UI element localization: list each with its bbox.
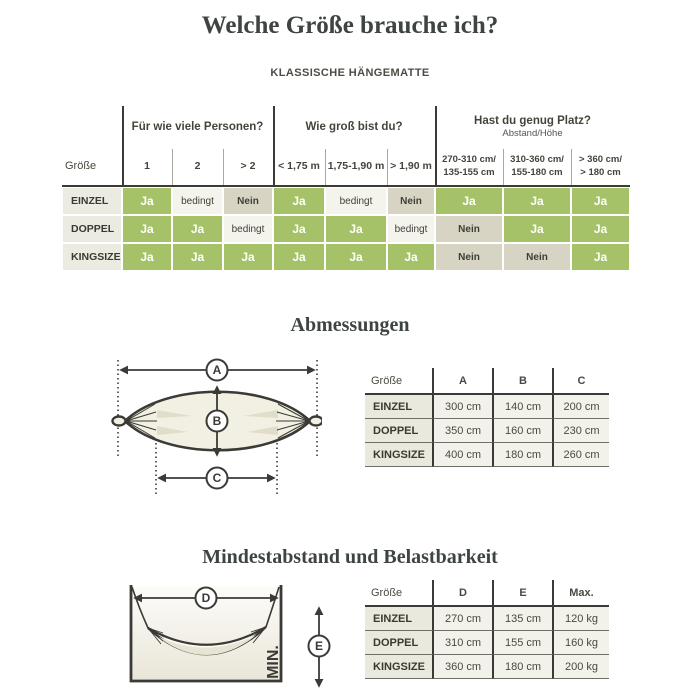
- col-header-2persons: 2: [194, 159, 201, 172]
- matrix-cell: Nein: [503, 243, 571, 271]
- dims-value: 230 cm: [552, 419, 609, 443]
- space-small-line2: 135-155 cm: [443, 166, 495, 178]
- clear-value: 360 cm: [432, 655, 492, 679]
- col-header-over190: > 1,90 m: [390, 159, 432, 172]
- clear-value: 120 kg: [552, 607, 609, 631]
- matrix-cell: Nein: [387, 187, 435, 215]
- matrix-cell: Nein: [435, 243, 503, 271]
- clear-value: 160 kg: [552, 631, 609, 655]
- clear-value: 135 cm: [492, 607, 552, 631]
- dims-value: 160 cm: [492, 419, 552, 443]
- dims-header-c: C: [552, 368, 609, 395]
- matrix-cell: bedingt: [387, 215, 435, 243]
- space-medium-line1: 310-360 cm/: [510, 154, 564, 166]
- matrix-body: [62, 187, 630, 271]
- clear-value: 270 cm: [432, 607, 492, 631]
- hammock-top-view-diagram: [106, 356, 322, 504]
- page-subtitle: KLASSISCHE HÄNGEMATTE: [270, 67, 430, 79]
- hanging-ring-right: [310, 417, 323, 426]
- row-label-doppel: DOPPEL: [62, 215, 122, 243]
- size-decision-table: [62, 106, 630, 274]
- dimensions-section-title: Abmessungen: [290, 314, 410, 336]
- dims-value: 140 cm: [492, 395, 552, 419]
- page-title: Welche Größe brauche ich?: [201, 12, 499, 39]
- dims-header-a: A: [432, 368, 492, 395]
- space-large-line1: > 360 cm/: [578, 154, 623, 166]
- dims-header-b: B: [492, 368, 552, 395]
- col-header-space-small: [435, 148, 503, 185]
- dimensions-table: [365, 368, 609, 467]
- matrix-cell: Ja: [503, 187, 571, 215]
- column-divider: [387, 149, 388, 185]
- matrix-cell: bedingt: [223, 215, 273, 243]
- matrix-cell: Ja: [122, 243, 172, 271]
- col-header-more-persons: > 2: [240, 159, 256, 172]
- dims-value: 400 cm: [432, 443, 492, 467]
- label-e: E: [314, 639, 324, 653]
- column-divider: [571, 149, 572, 185]
- group-subtitle-space: Abstand/Höhe: [502, 128, 563, 139]
- dims-header-groesse: Größe: [365, 368, 432, 395]
- clear-header-e: E: [492, 580, 552, 607]
- group-divider: [122, 106, 124, 185]
- matrix-cell: Ja: [172, 243, 223, 271]
- group-title-space-label: Hast du genug Platz?: [474, 115, 591, 127]
- clear-row-label: DOPPEL: [365, 631, 432, 655]
- label-a: A: [212, 363, 222, 377]
- group-title-space: [435, 106, 630, 148]
- dims-value: 200 cm: [552, 395, 609, 419]
- matrix-cell: Ja: [387, 243, 435, 271]
- clearance-section-title: Mindestabstand und Belastbarkeit: [202, 546, 498, 568]
- column-divider: [325, 149, 326, 185]
- clear-row-label: EINZEL: [365, 607, 432, 631]
- clear-row-label: KINGSIZE: [365, 655, 432, 679]
- matrix-cell: Ja: [273, 215, 325, 243]
- dims-value: 300 cm: [432, 395, 492, 419]
- matrix-cell: Ja: [273, 243, 325, 271]
- matrix-cell: Ja: [325, 215, 387, 243]
- matrix-cell: Ja: [571, 215, 630, 243]
- column-divider: [172, 149, 173, 185]
- clear-header-d: D: [432, 580, 492, 607]
- hammock-side-view-diagram: [115, 576, 335, 694]
- clear-value: 155 cm: [492, 631, 552, 655]
- group-title-height: [273, 106, 435, 148]
- col-header-space-medium: [503, 148, 571, 185]
- clear-value: 180 cm: [492, 655, 552, 679]
- hanging-ring-left: [113, 417, 126, 426]
- group-title-height-label: Wie groß bist du?: [305, 121, 403, 133]
- label-b: B: [212, 414, 222, 428]
- dims-row-label: EINZEL: [365, 395, 432, 419]
- dims-value: 260 cm: [552, 443, 609, 467]
- column-divider: [503, 149, 504, 185]
- group-divider: [273, 106, 275, 185]
- matrix-cell: Ja: [122, 215, 172, 243]
- min-label: MIN.: [265, 645, 282, 679]
- group-title-persons-label: Für wie viele Personen?: [131, 121, 264, 133]
- measure-a: [121, 360, 314, 381]
- row-label-kingsize: KINGSIZE: [62, 243, 122, 271]
- column-divider: [223, 149, 224, 185]
- col-header-1person: 1: [144, 159, 150, 172]
- matrix-cell: Ja: [172, 215, 223, 243]
- space-large-line2: > 180 cm: [580, 166, 621, 178]
- space-small-line1: 270-310 cm/: [442, 154, 496, 166]
- col-header-space-large: [571, 148, 630, 185]
- matrix-cell: Ja: [503, 215, 571, 243]
- group-title-persons: [122, 106, 273, 148]
- matrix-cell: Ja: [273, 187, 325, 215]
- matrix-cell: Ja: [571, 243, 630, 271]
- row-label-einzel: EINZEL: [62, 187, 122, 215]
- clear-header-groesse: Größe: [365, 580, 432, 607]
- matrix-cell: Ja: [571, 187, 630, 215]
- matrix-cell: Ja: [435, 187, 503, 215]
- col-header-under175: < 1,75 m: [278, 159, 320, 172]
- measure-e: [309, 608, 330, 686]
- col-header-175-190: 1,75-1,90 m: [327, 159, 385, 172]
- clear-value: 200 kg: [552, 655, 609, 679]
- matrix-cell: bedingt: [172, 187, 223, 215]
- dims-value: 350 cm: [432, 419, 492, 443]
- clear-header-max: Max.: [552, 580, 609, 607]
- matrix-cell: Ja: [325, 243, 387, 271]
- matrix-cell: bedingt: [325, 187, 387, 215]
- space-medium-line2: 155-180 cm: [511, 166, 563, 178]
- matrix-cell: Nein: [223, 187, 273, 215]
- dims-row-label: DOPPEL: [365, 419, 432, 443]
- label-c: C: [212, 471, 222, 485]
- matrix-corner-label: Größe: [65, 160, 97, 173]
- matrix-cell: Ja: [122, 187, 172, 215]
- matrix-cell: Ja: [223, 243, 273, 271]
- dims-row-label: KINGSIZE: [365, 443, 432, 467]
- clearance-table: [365, 580, 609, 679]
- clear-value: 310 cm: [432, 631, 492, 655]
- measure-c: [159, 468, 274, 489]
- dims-value: 180 cm: [492, 443, 552, 467]
- matrix-cell: Nein: [435, 215, 503, 243]
- label-d: D: [201, 591, 211, 605]
- group-divider: [435, 106, 437, 185]
